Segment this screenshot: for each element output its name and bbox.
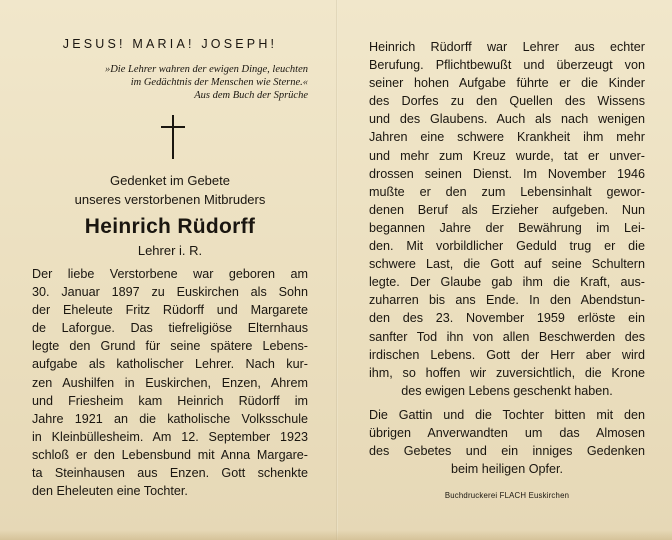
text-line: und Friesheim kam Heinrich Rüdorff im	[32, 393, 308, 408]
text-line: Jahren eine schwere Krankheit ihm mehr	[369, 130, 645, 145]
text-line: zen Aushilfen in Euskirchen, Enzen, Ahrem	[32, 375, 308, 390]
text-line: sanfter Tod ihn von allen Beschwerden des	[369, 329, 645, 344]
biography-right	[369, 38, 645, 400]
text-line: ihm, so hoffen wir zuversichtlich, die Krone	[369, 365, 645, 380]
text-line: schwere Last, die Gott auf seine Schultern	[369, 257, 645, 272]
text-line: und des Glaubens. Auch als nach wenigen	[369, 112, 645, 127]
text-line: des ewigen Lebens geschenkt haben.	[401, 383, 613, 398]
proverb-quote	[62, 63, 308, 102]
text-line: den des 23. November 1959 erlöste ein	[369, 311, 645, 326]
text-line: den Eheleuten eine Tochter.	[32, 484, 188, 499]
text-line: Berufung. Pflichtbewußt und überzeugt von	[369, 58, 645, 73]
quote-source: Aus dem Buch der Sprüche	[194, 90, 308, 101]
latin-cross-icon	[158, 115, 188, 159]
text-line: in Kleinbüllesheim. Am 12. September 1923	[32, 429, 308, 444]
text-line: des Gebetes und ein inniges Gedenken	[369, 444, 645, 459]
text-line: 30. Januar 1897 zu Euskirchen als Sohn	[32, 285, 308, 300]
text-line: des Dorfes zu den Quellen des Wissens	[369, 94, 645, 109]
deceased-title: Lehrer i. R.	[137, 243, 203, 258]
text-line: der Eheleute Fritz Rüdorff und Margarete	[32, 303, 308, 318]
remembrance-line: unseres verstorbenen Mitbruders	[74, 192, 266, 207]
text-line: mußte er den zum Lebensinhalt gewor-	[369, 184, 645, 199]
text-line: Jahre 1921 an die katholische Volksschule	[32, 411, 308, 426]
text-line: und mehr zum Kreuz wurde, tat er unver-	[369, 148, 645, 163]
remembrance-line: Gedenket im Gebete	[110, 173, 230, 188]
closing-request	[369, 406, 645, 478]
quote-line: im Gedächtnis der Menschen wie Sterne.«	[130, 77, 308, 88]
text-line: Heinrich Rüdorff war Lehrer aus echter	[369, 40, 645, 54]
text-line: Die Gattin und die Tochter bitten mit den	[369, 408, 645, 422]
biography-left	[32, 265, 308, 500]
text-line: beim heiligen Opfer.	[450, 462, 563, 477]
paper-edge-shadow	[0, 530, 672, 540]
text-line: drossen seinen Dienst. Im November 1946	[369, 166, 645, 181]
text-line: legte den Grund für seine spätere Lebens-	[32, 339, 308, 354]
text-line: schloß er den Lebensbund mit Anna Margare-	[32, 447, 308, 462]
remembrance-heading	[32, 171, 308, 209]
text-line: irdischen Lebens. Gott der Herr aber wird	[369, 347, 645, 362]
quote-line: »Die Lehrer wahren der ewigen Dinge, leuchten	[104, 64, 308, 75]
text-line: legte. Der Glaube gab ihm die Kraft, aus-	[369, 275, 645, 290]
text-line: denen Beruf als Erzieher aufgeben. Nun	[369, 202, 645, 217]
text-line: zuharren bis ans Ende. In den Abendstun-	[369, 293, 645, 308]
text-line: übrigen Anverwandten um das Almosen	[369, 426, 645, 441]
text-line: den. Mit vorbildlicher Geduld trug er die	[369, 239, 645, 254]
text-line: Der liebe Verstorbene war geboren am	[32, 267, 308, 281]
text-line: ta Steinhausen aus Enzen. Gott schenkte	[32, 466, 308, 481]
motto: JESUS! MARIA! JOSEPH!	[62, 37, 278, 51]
text-line: aufgabe als katholischer Lehrer. Nach kur-	[32, 357, 308, 372]
fold-line	[336, 0, 338, 540]
text-line: de Laforgue. Das tiefreligiöse Elternhaus	[32, 321, 308, 336]
text-line: seiner hohen Aufgabe führte er die Kinder	[369, 76, 645, 91]
printer-imprint: Buchdruckerei FLACH Euskirchen	[444, 491, 570, 500]
deceased-name: Heinrich Rüdorff	[84, 215, 256, 238]
text-line: begannen Jahre der Bewährung im Lei-	[369, 220, 645, 235]
